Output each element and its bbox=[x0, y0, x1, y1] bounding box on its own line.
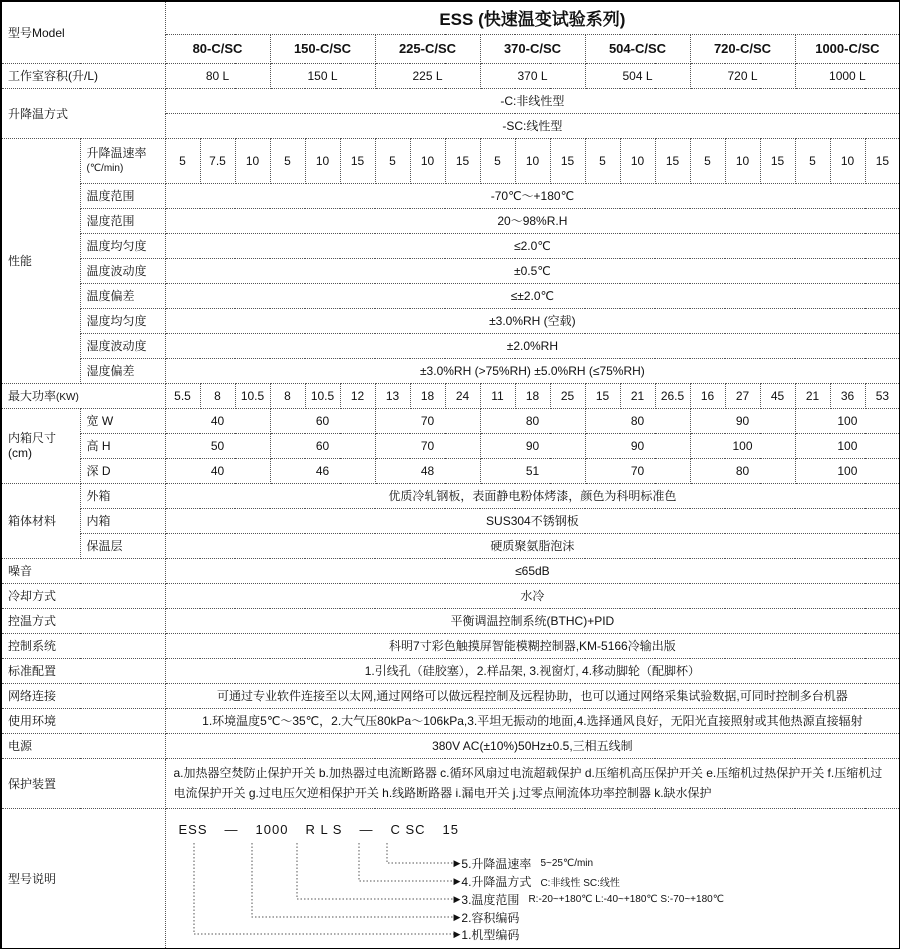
dim-value-cell: 51 bbox=[480, 458, 585, 483]
legend-text: 5.升降温速率 bbox=[461, 856, 532, 871]
protection-value: a.加热器空焚防止保护开关 b.加热器过电流断路器 c.循环风扇过电流超载保护 d.压缩机高压保护开关 e.压缩机过热保护开关 f.压缩机过电流保护开关 g.过电压欠逆相保护开关 h.线路断路器 i.漏电开关 j.过零点闸流体功率控制器 k.缺水保护 bbox=[165, 758, 900, 808]
simple-row bbox=[1, 683, 900, 708]
rate-value-cell: 15 bbox=[655, 138, 690, 183]
code-part: ESS bbox=[178, 821, 208, 837]
max-power-row bbox=[1, 383, 900, 408]
arrow-right-icon: ▶ bbox=[453, 893, 461, 904]
dim-value-cell: 50 bbox=[165, 433, 270, 458]
spec-value: ±3.0%RH (>75%RH) ±5.0%RH (≤75%RH) bbox=[165, 358, 900, 383]
model-header-label: 型号Model bbox=[1, 1, 165, 63]
dim-value-cell: 90 bbox=[585, 433, 690, 458]
dim-value-cell: 70 bbox=[375, 433, 480, 458]
spec-value: ≤±2.0℃ bbox=[165, 283, 900, 308]
code-part: — bbox=[224, 821, 239, 837]
simple-row-label: 噪音 bbox=[1, 558, 165, 583]
protection-label: 保护装置 bbox=[1, 758, 165, 808]
rate-value-cell: 15 bbox=[760, 138, 795, 183]
rate-label bbox=[80, 138, 165, 183]
material-label: 箱体材料 bbox=[1, 483, 80, 558]
simple-row-label: 网络连接 bbox=[1, 683, 165, 708]
model-code-row bbox=[1, 808, 900, 949]
simple-row bbox=[1, 558, 900, 583]
simple-row bbox=[1, 658, 900, 683]
rate-value-cell: 10 bbox=[620, 138, 655, 183]
volume-value-cell: 370 L bbox=[480, 63, 585, 88]
spec-row bbox=[1, 333, 900, 358]
volume-label: 工作室容积(升/L) bbox=[1, 63, 165, 88]
spec-label: 温度偏差 bbox=[80, 283, 165, 308]
legend-detail: R:-20~+180℃ L:-40~+180℃ S:-70~+180℃ bbox=[528, 893, 724, 905]
volume-value-cell: 80 L bbox=[165, 63, 270, 88]
power-value-cell: 25 bbox=[550, 383, 585, 408]
spec-row bbox=[1, 183, 900, 208]
rate-value-cell: 10 bbox=[235, 138, 270, 183]
material-part-label: 外箱 bbox=[80, 483, 165, 508]
dim-value-cell: 60 bbox=[270, 408, 375, 433]
model-code-cell bbox=[165, 808, 900, 949]
rate-value-cell: 5 bbox=[795, 138, 830, 183]
dim-value-cell: 70 bbox=[375, 408, 480, 433]
model-name-cell: 720-C/SC bbox=[690, 34, 795, 63]
spec-label: 湿度波动度 bbox=[80, 333, 165, 358]
ramp-mode-sc-value: -SC:线性型 bbox=[165, 113, 900, 138]
model-code-label: 型号说明 bbox=[1, 808, 165, 949]
performance-label: 性能 bbox=[1, 138, 80, 383]
spec-value: ±3.0%RH (空载) bbox=[165, 308, 900, 333]
material-part-value: 优质冷轧钢板，表面静电粉体烤漆，颜色为科明标准色 bbox=[165, 483, 900, 508]
max-power-label bbox=[1, 383, 165, 408]
material-part-label: 内箱 bbox=[80, 508, 165, 533]
spec-value: ±0.5℃ bbox=[165, 258, 900, 283]
spec-row bbox=[1, 308, 900, 333]
simple-row-value: 科明7寸彩色触摸屏智能模糊控制器,KM-5166冷输出版 bbox=[165, 633, 900, 658]
model-name-cell: 370-C/SC bbox=[480, 34, 585, 63]
inner-size-label-text: 内箱尺寸 bbox=[8, 430, 57, 445]
simple-row-value: 可通过专业软件连接至以太网,通过网络可以做远程控制及远程协助，也可以通过网络采集试验数据,可同时控制多台机器 bbox=[165, 683, 900, 708]
legend-item bbox=[454, 926, 529, 943]
spec-row bbox=[1, 233, 900, 258]
spec-label: 温度均匀度 bbox=[80, 233, 165, 258]
rate-value-cell: 5 bbox=[375, 138, 410, 183]
dim-value-cell: 40 bbox=[165, 408, 270, 433]
dim-label: 宽 W bbox=[80, 408, 165, 433]
power-value-cell: 16 bbox=[690, 383, 725, 408]
simple-row-label: 电源 bbox=[1, 733, 165, 758]
code-part: 1000 bbox=[255, 821, 289, 837]
power-value-cell: 11 bbox=[480, 383, 515, 408]
rate-value-cell: 15 bbox=[340, 138, 375, 183]
spec-value: 20～98%R.H bbox=[165, 208, 900, 233]
arrow-right-icon: ▶ bbox=[453, 911, 461, 922]
simple-row-label: 使用环境 bbox=[1, 708, 165, 733]
max-power-unit: (KW) bbox=[56, 392, 79, 403]
simple-row bbox=[1, 733, 900, 758]
spec-row bbox=[1, 258, 900, 283]
dim-value-cell: 80 bbox=[480, 408, 585, 433]
rate-value-cell: 10 bbox=[305, 138, 340, 183]
rate-row bbox=[1, 138, 900, 183]
code-part: R L S bbox=[305, 821, 343, 837]
rate-value-cell: 10 bbox=[725, 138, 760, 183]
arrow-right-icon: ▶ bbox=[453, 875, 461, 886]
volume-value-cell: 720 L bbox=[690, 63, 795, 88]
code-part: C SC bbox=[390, 821, 426, 837]
material-part-value: SUS304不锈钢板 bbox=[165, 508, 900, 533]
spec-row bbox=[1, 208, 900, 233]
dim-value-cell: 100 bbox=[795, 433, 900, 458]
legend-item bbox=[454, 909, 529, 926]
legend-item bbox=[454, 855, 594, 872]
power-value-cell: 45 bbox=[760, 383, 795, 408]
power-value-cell: 8 bbox=[200, 383, 235, 408]
dim-value-cell: 100 bbox=[795, 408, 900, 433]
rate-value-cell: 15 bbox=[865, 138, 900, 183]
volume-value-cell: 150 L bbox=[270, 63, 375, 88]
rate-value-cell: 15 bbox=[550, 138, 585, 183]
power-value-cell: 27 bbox=[725, 383, 760, 408]
model-name-cell: 80-C/SC bbox=[165, 34, 270, 63]
dim-value-cell: 80 bbox=[690, 458, 795, 483]
simple-row-value: 380V AC(±10%)50Hz±0.5,三相五线制 bbox=[165, 733, 900, 758]
volume-value-cell: 504 L bbox=[585, 63, 690, 88]
dim-value-cell: 60 bbox=[270, 433, 375, 458]
simple-row bbox=[1, 583, 900, 608]
power-value-cell: 18 bbox=[515, 383, 550, 408]
material-part-value: 硬质聚氨脂泡沫 bbox=[165, 533, 900, 558]
dim-label: 高 H bbox=[80, 433, 165, 458]
material-row bbox=[1, 483, 900, 508]
model-name-cell: 504-C/SC bbox=[585, 34, 690, 63]
model-name-cell: 1000-C/SC bbox=[795, 34, 900, 63]
power-value-cell: 12 bbox=[340, 383, 375, 408]
spec-row bbox=[1, 283, 900, 308]
simple-row-label: 冷却方式 bbox=[1, 583, 165, 608]
simple-row-value: 平衡调温控制系统(BTHC)+PID bbox=[165, 608, 900, 633]
rate-value-cell: 5 bbox=[690, 138, 725, 183]
series-title-row bbox=[1, 1, 900, 34]
legend-item bbox=[454, 891, 724, 908]
code-part: — bbox=[359, 821, 374, 837]
rate-value-cell: 5 bbox=[585, 138, 620, 183]
power-value-cell: 21 bbox=[620, 383, 655, 408]
inner-size-label bbox=[1, 408, 80, 483]
spec-value: ≤2.0℃ bbox=[165, 233, 900, 258]
ramp-mode-label: 升降温方式 bbox=[1, 88, 165, 138]
dim-value-cell: 100 bbox=[795, 458, 900, 483]
protection-row bbox=[1, 758, 900, 808]
dim-label: 深 D bbox=[80, 458, 165, 483]
volume-value-cell: 1000 L bbox=[795, 63, 900, 88]
rate-value-cell: 10 bbox=[830, 138, 865, 183]
volume-value-cell: 225 L bbox=[375, 63, 480, 88]
model-code-string bbox=[179, 822, 460, 837]
legend-text: 2.容积编码 bbox=[461, 910, 520, 925]
dim-row bbox=[1, 433, 900, 458]
simple-row-label: 标准配置 bbox=[1, 658, 165, 683]
simple-row bbox=[1, 708, 900, 733]
dim-row bbox=[1, 458, 900, 483]
power-value-cell: 21 bbox=[795, 383, 830, 408]
legend-detail: C:非线性 SC:线性 bbox=[540, 877, 620, 889]
simple-row-label: 控温方式 bbox=[1, 608, 165, 633]
rate-value-cell: 15 bbox=[445, 138, 480, 183]
dim-value-cell: 80 bbox=[585, 408, 690, 433]
power-value-cell: 36 bbox=[830, 383, 865, 408]
power-value-cell: 8 bbox=[270, 383, 305, 408]
dim-row bbox=[1, 408, 900, 433]
dim-value-cell: 46 bbox=[270, 458, 375, 483]
model-name-cell: 225-C/SC bbox=[375, 34, 480, 63]
ramp-mode-row-c bbox=[1, 88, 900, 113]
legend-detail: 5~25℃/min bbox=[540, 857, 594, 869]
material-row bbox=[1, 533, 900, 558]
dim-value-cell: 90 bbox=[690, 408, 795, 433]
model-code-diagram bbox=[166, 809, 900, 948]
power-value-cell: 13 bbox=[375, 383, 410, 408]
dim-value-cell: 90 bbox=[480, 433, 585, 458]
material-row bbox=[1, 508, 900, 533]
spec-label: 湿度范围 bbox=[80, 208, 165, 233]
rate-unit: (℃/min) bbox=[86, 162, 124, 174]
rate-label-text: 升降温速率 bbox=[86, 145, 147, 160]
power-value-cell: 5.5 bbox=[165, 383, 200, 408]
code-part: 15 bbox=[442, 821, 459, 837]
series-title: ESS (快速温变试验系列) bbox=[165, 1, 900, 34]
material-part-label: 保温层 bbox=[80, 533, 165, 558]
arrow-right-icon: ▶ bbox=[453, 857, 461, 868]
legend-text: 4.升降温方式 bbox=[461, 874, 532, 889]
rate-value-cell: 7.5 bbox=[200, 138, 235, 183]
spec-label: 湿度偏差 bbox=[80, 358, 165, 383]
power-value-cell: 53 bbox=[865, 383, 900, 408]
rate-value-cell: 5 bbox=[165, 138, 200, 183]
spec-label: 温度波动度 bbox=[80, 258, 165, 283]
legend-text: 3.温度范围 bbox=[461, 892, 520, 907]
spec-label: 湿度均匀度 bbox=[80, 308, 165, 333]
inner-size-unit: (cm) bbox=[8, 445, 32, 460]
power-value-cell: 15 bbox=[585, 383, 620, 408]
model-name-cell: 150-C/SC bbox=[270, 34, 375, 63]
simple-row-label: 控制系统 bbox=[1, 633, 165, 658]
simple-row bbox=[1, 633, 900, 658]
spec-value: ±2.0%RH bbox=[165, 333, 900, 358]
arrow-right-icon: ▶ bbox=[453, 928, 461, 939]
simple-row bbox=[1, 608, 900, 633]
power-value-cell: 18 bbox=[410, 383, 445, 408]
dim-value-cell: 70 bbox=[585, 458, 690, 483]
spec-row bbox=[1, 358, 900, 383]
simple-row-value: 水冷 bbox=[165, 583, 900, 608]
rate-value-cell: 10 bbox=[410, 138, 445, 183]
spec-value: -70℃～+180℃ bbox=[165, 183, 900, 208]
spec-label: 温度范围 bbox=[80, 183, 165, 208]
max-power-label-text: 最大功率 bbox=[8, 389, 57, 403]
simple-row-value: ≤65dB bbox=[165, 558, 900, 583]
legend-text: 1.机型编码 bbox=[461, 927, 520, 942]
power-value-cell: 10.5 bbox=[235, 383, 270, 408]
dim-value-cell: 40 bbox=[165, 458, 270, 483]
ramp-mode-c-value: -C:非线性型 bbox=[165, 88, 900, 113]
rate-value-cell: 10 bbox=[515, 138, 550, 183]
dim-value-cell: 100 bbox=[690, 433, 795, 458]
volume-row bbox=[1, 63, 900, 88]
dim-value-cell: 48 bbox=[375, 458, 480, 483]
power-value-cell: 26.5 bbox=[655, 383, 690, 408]
power-value-cell: 24 bbox=[445, 383, 480, 408]
rate-value-cell: 5 bbox=[270, 138, 305, 183]
power-value-cell: 10.5 bbox=[305, 383, 340, 408]
legend-item bbox=[454, 873, 620, 890]
simple-row-value: 1.环境温度5℃～35℃，2.大气压80kPa～106kPa,3.平坦无振动的地面,4.选择通风良好，无阳光直接照射或其他热源直接辐射 bbox=[165, 708, 900, 733]
simple-row-value: 1.引线孔（硅胶塞），2.样品架, 3.视窗灯, 4.移动脚轮（配脚杯） bbox=[165, 658, 900, 683]
rate-value-cell: 5 bbox=[480, 138, 515, 183]
